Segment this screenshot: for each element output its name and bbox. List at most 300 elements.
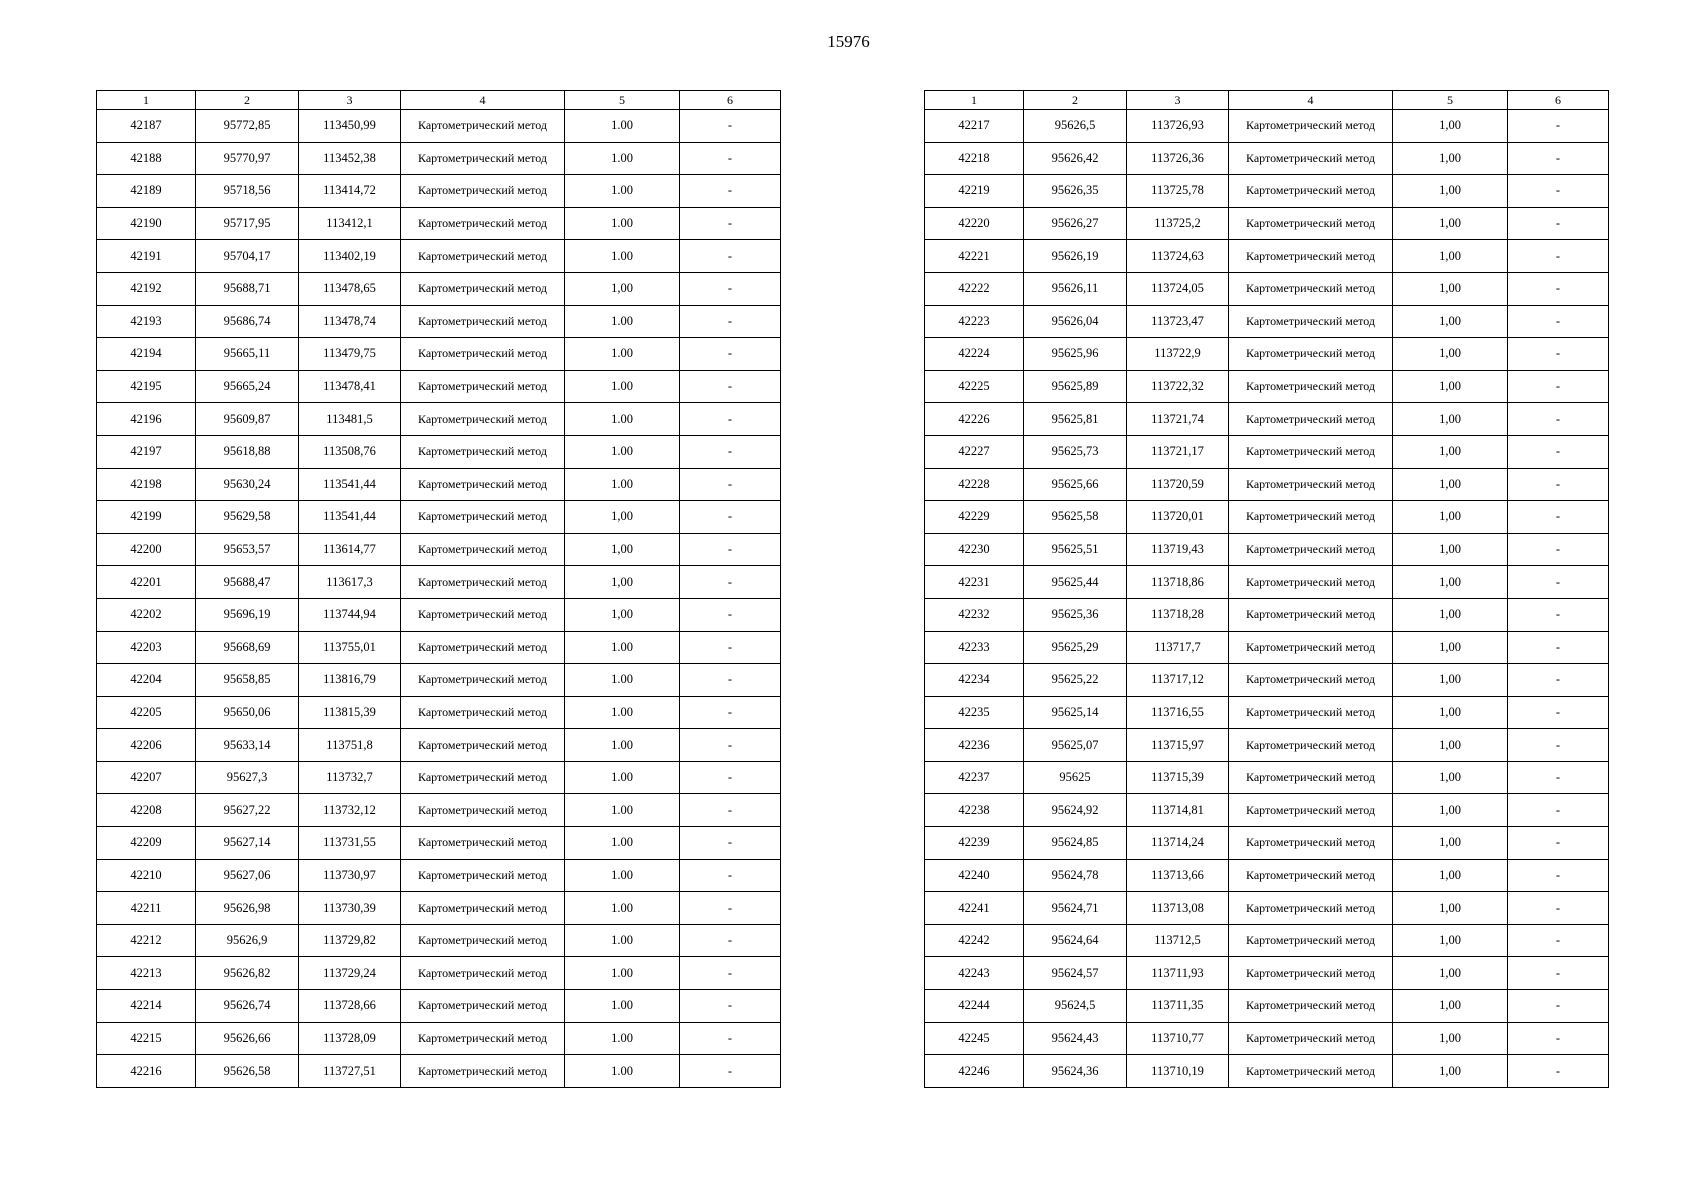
- method-cell: Картометрический метод: [401, 566, 565, 599]
- y-coordinate-cell: 113730,97: [299, 859, 401, 892]
- x-coordinate-cell: 95624,5: [1024, 990, 1127, 1023]
- method-cell: Картометрический метод: [1229, 598, 1393, 631]
- method-cell: Картометрический метод: [1229, 175, 1393, 208]
- x-coordinate-cell: 95609,87: [196, 403, 299, 436]
- x-coordinate-cell: 95625,22: [1024, 664, 1127, 697]
- method-cell: Картометрический метод: [401, 272, 565, 305]
- method-cell: Картометрический метод: [1229, 240, 1393, 273]
- y-coordinate-cell: 113724,05: [1127, 272, 1229, 305]
- point-number-cell: 42221: [925, 240, 1024, 273]
- y-coordinate-cell: 113724,63: [1127, 240, 1229, 273]
- table-row: [925, 598, 1609, 631]
- y-coordinate-cell: 113711,35: [1127, 990, 1229, 1023]
- y-coordinate-cell: 113450,99: [299, 110, 401, 143]
- y-coordinate-cell: 113720,59: [1127, 468, 1229, 501]
- table-row: [97, 924, 781, 957]
- description-cell: -: [1508, 370, 1609, 403]
- x-coordinate-cell: 95626,82: [196, 957, 299, 990]
- y-coordinate-cell: 113414,72: [299, 175, 401, 208]
- accuracy-cell: 1,00: [1393, 240, 1508, 273]
- accuracy-cell: 1,00: [1393, 990, 1508, 1023]
- table-header-row: [97, 91, 781, 110]
- accuracy-cell: 1.00: [565, 240, 680, 273]
- x-coordinate-cell: 95626,11: [1024, 272, 1127, 305]
- description-cell: -: [680, 305, 781, 338]
- x-coordinate-cell: 95630,24: [196, 468, 299, 501]
- x-coordinate-cell: 95625,36: [1024, 598, 1127, 631]
- description-cell: -: [1508, 631, 1609, 664]
- point-number-cell: 42240: [925, 859, 1024, 892]
- description-cell: -: [680, 435, 781, 468]
- column-header-4: 4: [1229, 91, 1393, 110]
- point-number-cell: 42198: [97, 468, 196, 501]
- y-coordinate-cell: 113816,79: [299, 664, 401, 697]
- table-row: [925, 924, 1609, 957]
- description-cell: -: [1508, 859, 1609, 892]
- description-cell: -: [1508, 827, 1609, 860]
- accuracy-cell: 1.00: [565, 305, 680, 338]
- x-coordinate-cell: 95718,56: [196, 175, 299, 208]
- table-row: [97, 501, 781, 534]
- table-row: [925, 1055, 1609, 1088]
- method-cell: Картометрический метод: [1229, 142, 1393, 175]
- point-number-cell: 42210: [97, 859, 196, 892]
- table-row: [97, 403, 781, 436]
- point-number-cell: 42201: [97, 566, 196, 599]
- point-number-cell: 42230: [925, 533, 1024, 566]
- table-row: [97, 175, 781, 208]
- point-number-cell: 42187: [97, 110, 196, 143]
- description-cell: -: [1508, 403, 1609, 436]
- table-row: [925, 338, 1609, 371]
- y-coordinate-cell: 113402,19: [299, 240, 401, 273]
- description-cell: -: [680, 957, 781, 990]
- method-cell: Картометрический метод: [1229, 631, 1393, 664]
- table-row: [97, 1022, 781, 1055]
- point-number-cell: 42217: [925, 110, 1024, 143]
- y-coordinate-cell: 113478,65: [299, 272, 401, 305]
- x-coordinate-cell: 95668,69: [196, 631, 299, 664]
- x-coordinate-cell: 95624,92: [1024, 794, 1127, 827]
- method-cell: Картометрический метод: [401, 240, 565, 273]
- y-coordinate-cell: 113721,17: [1127, 435, 1229, 468]
- description-cell: -: [1508, 305, 1609, 338]
- x-coordinate-cell: 95650,06: [196, 696, 299, 729]
- method-cell: Картометрический метод: [401, 305, 565, 338]
- accuracy-cell: 1.00: [565, 664, 680, 697]
- description-cell: -: [680, 468, 781, 501]
- method-cell: Картометрический метод: [401, 664, 565, 697]
- table-row: [925, 435, 1609, 468]
- method-cell: Картометрический метод: [1229, 664, 1393, 697]
- y-coordinate-cell: 113716,55: [1127, 696, 1229, 729]
- x-coordinate-cell: 95625,73: [1024, 435, 1127, 468]
- x-coordinate-cell: 95626,04: [1024, 305, 1127, 338]
- description-cell: -: [680, 859, 781, 892]
- accuracy-cell: 1.00: [565, 957, 680, 990]
- y-coordinate-cell: 113726,36: [1127, 142, 1229, 175]
- y-coordinate-cell: 113755,01: [299, 631, 401, 664]
- description-cell: -: [680, 272, 781, 305]
- column-header-2: 2: [196, 91, 299, 110]
- method-cell: Картометрический метод: [1229, 110, 1393, 143]
- point-number-cell: 42228: [925, 468, 1024, 501]
- x-coordinate-cell: 95626,35: [1024, 175, 1127, 208]
- table-row: [925, 566, 1609, 599]
- y-coordinate-cell: 113478,41: [299, 370, 401, 403]
- x-coordinate-cell: 95626,74: [196, 990, 299, 1023]
- accuracy-cell: 1,00: [1393, 338, 1508, 371]
- method-cell: Картометрический метод: [1229, 501, 1393, 534]
- method-cell: Картометрический метод: [1229, 272, 1393, 305]
- point-number-cell: 42193: [97, 305, 196, 338]
- y-coordinate-cell: 113710,19: [1127, 1055, 1229, 1088]
- y-coordinate-cell: 113729,24: [299, 957, 401, 990]
- x-coordinate-cell: 95624,71: [1024, 892, 1127, 925]
- table-row: [97, 827, 781, 860]
- table-row: [97, 892, 781, 925]
- method-cell: Картометрический метод: [401, 990, 565, 1023]
- description-cell: -: [1508, 664, 1609, 697]
- description-cell: -: [680, 892, 781, 925]
- x-coordinate-cell: 95770,97: [196, 142, 299, 175]
- x-coordinate-cell: 95625,81: [1024, 403, 1127, 436]
- method-cell: Картометрический метод: [1229, 1022, 1393, 1055]
- point-number-cell: 42223: [925, 305, 1024, 338]
- accuracy-cell: 1.00: [565, 338, 680, 371]
- y-coordinate-cell: 113717,7: [1127, 631, 1229, 664]
- point-number-cell: 42220: [925, 207, 1024, 240]
- point-number-cell: 42229: [925, 501, 1024, 534]
- table-row: [97, 794, 781, 827]
- accuracy-cell: 1,00: [1393, 631, 1508, 664]
- description-cell: -: [680, 533, 781, 566]
- x-coordinate-cell: 95627,14: [196, 827, 299, 860]
- accuracy-cell: 1,00: [1393, 501, 1508, 534]
- table-row: [925, 110, 1609, 143]
- x-coordinate-cell: 95658,85: [196, 664, 299, 697]
- accuracy-cell: 1,00: [1393, 957, 1508, 990]
- y-coordinate-cell: 113479,75: [299, 338, 401, 371]
- method-cell: Картометрический метод: [401, 957, 565, 990]
- description-cell: -: [1508, 598, 1609, 631]
- x-coordinate-cell: 95665,24: [196, 370, 299, 403]
- y-coordinate-cell: 113614,77: [299, 533, 401, 566]
- accuracy-cell: 1,00: [1393, 598, 1508, 631]
- accuracy-cell: 1.00: [565, 892, 680, 925]
- column-header-4: 4: [401, 91, 565, 110]
- method-cell: Картометрический метод: [401, 533, 565, 566]
- method-cell: Картометрический метод: [1229, 859, 1393, 892]
- y-coordinate-cell: 113718,28: [1127, 598, 1229, 631]
- method-cell: Картометрический метод: [401, 110, 565, 143]
- table-row: [925, 142, 1609, 175]
- accuracy-cell: 1.00: [565, 859, 680, 892]
- description-cell: -: [680, 924, 781, 957]
- x-coordinate-cell: 95626,66: [196, 1022, 299, 1055]
- point-number-cell: 42238: [925, 794, 1024, 827]
- table-row: [925, 240, 1609, 273]
- method-cell: Картометрический метод: [401, 175, 565, 208]
- table-row: [97, 240, 781, 273]
- x-coordinate-cell: 95627,06: [196, 859, 299, 892]
- method-cell: Картометрический метод: [1229, 892, 1393, 925]
- table-row: [925, 403, 1609, 436]
- table-row: [97, 110, 781, 143]
- point-number-cell: 42216: [97, 1055, 196, 1088]
- description-cell: -: [680, 175, 781, 208]
- x-coordinate-cell: 95627,3: [196, 761, 299, 794]
- point-number-cell: 42196: [97, 403, 196, 436]
- table-row: [97, 533, 781, 566]
- accuracy-cell: 1.00: [565, 1022, 680, 1055]
- description-cell: -: [680, 240, 781, 273]
- accuracy-cell: 1.00: [565, 142, 680, 175]
- method-cell: Картометрический метод: [1229, 794, 1393, 827]
- y-coordinate-cell: 113719,43: [1127, 533, 1229, 566]
- accuracy-cell: 1.00: [565, 631, 680, 664]
- y-coordinate-cell: 113744,94: [299, 598, 401, 631]
- accuracy-cell: 1.00: [565, 1055, 680, 1088]
- table-row: [925, 305, 1609, 338]
- method-cell: Картометрический метод: [401, 696, 565, 729]
- accuracy-cell: 1,00: [1393, 110, 1508, 143]
- method-cell: Картометрический метод: [1229, 370, 1393, 403]
- table-row: [97, 761, 781, 794]
- y-coordinate-cell: 113478,74: [299, 305, 401, 338]
- method-cell: Картометрический метод: [401, 859, 565, 892]
- table-header-row: [925, 91, 1609, 110]
- y-coordinate-cell: 113617,3: [299, 566, 401, 599]
- description-cell: -: [1508, 761, 1609, 794]
- column-header-5: 5: [1393, 91, 1508, 110]
- table-row: [925, 729, 1609, 762]
- point-number-cell: 42236: [925, 729, 1024, 762]
- method-cell: Картометрический метод: [401, 892, 565, 925]
- description-cell: -: [1508, 696, 1609, 729]
- y-coordinate-cell: 113725,78: [1127, 175, 1229, 208]
- y-coordinate-cell: 113715,97: [1127, 729, 1229, 762]
- accuracy-cell: 1,00: [1393, 435, 1508, 468]
- point-number-cell: 42199: [97, 501, 196, 534]
- method-cell: Картометрический метод: [1229, 990, 1393, 1023]
- method-cell: Картометрический метод: [401, 142, 565, 175]
- x-coordinate-cell: 95625,44: [1024, 566, 1127, 599]
- table-row: [925, 664, 1609, 697]
- y-coordinate-cell: 113715,39: [1127, 761, 1229, 794]
- description-cell: -: [680, 501, 781, 534]
- point-number-cell: 42204: [97, 664, 196, 697]
- point-number-cell: 42219: [925, 175, 1024, 208]
- description-cell: -: [680, 370, 781, 403]
- y-coordinate-cell: 113452,38: [299, 142, 401, 175]
- method-cell: Картометрический метод: [401, 827, 565, 860]
- point-number-cell: 42200: [97, 533, 196, 566]
- y-coordinate-cell: 113729,82: [299, 924, 401, 957]
- accuracy-cell: 1,00: [1393, 370, 1508, 403]
- table-row: [97, 990, 781, 1023]
- accuracy-cell: 1,00: [1393, 729, 1508, 762]
- column-header-6: 6: [1508, 91, 1609, 110]
- point-number-cell: 42218: [925, 142, 1024, 175]
- table-row: [925, 533, 1609, 566]
- coordinates-table-right: [924, 90, 1609, 1088]
- table-row: [97, 566, 781, 599]
- method-cell: Картометрический метод: [1229, 729, 1393, 762]
- accuracy-cell: 1.00: [565, 403, 680, 436]
- point-number-cell: 42213: [97, 957, 196, 990]
- accuracy-cell: 1.00: [565, 990, 680, 1023]
- method-cell: Картометрический метод: [401, 729, 565, 762]
- accuracy-cell: 1,00: [1393, 827, 1508, 860]
- accuracy-cell: 1.00: [565, 924, 680, 957]
- x-coordinate-cell: 95625,58: [1024, 501, 1127, 534]
- x-coordinate-cell: 95633,14: [196, 729, 299, 762]
- description-cell: -: [680, 1055, 781, 1088]
- method-cell: Картометрический метод: [401, 338, 565, 371]
- method-cell: Картометрический метод: [1229, 924, 1393, 957]
- x-coordinate-cell: 95626,27: [1024, 207, 1127, 240]
- method-cell: Картометрический метод: [401, 1055, 565, 1088]
- y-coordinate-cell: 113714,24: [1127, 827, 1229, 860]
- point-number-cell: 42215: [97, 1022, 196, 1055]
- point-number-cell: 42246: [925, 1055, 1024, 1088]
- table-row: [97, 338, 781, 371]
- description-cell: -: [1508, 990, 1609, 1023]
- accuracy-cell: 1,00: [565, 566, 680, 599]
- point-number-cell: 42233: [925, 631, 1024, 664]
- table-row: [97, 729, 781, 762]
- accuracy-cell: 1.00: [565, 435, 680, 468]
- table-row: [97, 142, 781, 175]
- accuracy-cell: 1,00: [1393, 1055, 1508, 1088]
- method-cell: Картометрический метод: [1229, 1055, 1393, 1088]
- method-cell: Картометрический метод: [401, 403, 565, 436]
- point-number-cell: 42195: [97, 370, 196, 403]
- description-cell: -: [680, 110, 781, 143]
- description-cell: -: [680, 566, 781, 599]
- y-coordinate-cell: 113712,5: [1127, 924, 1229, 957]
- description-cell: -: [1508, 794, 1609, 827]
- point-number-cell: 42224: [925, 338, 1024, 371]
- x-coordinate-cell: 95625,66: [1024, 468, 1127, 501]
- point-number-cell: 42241: [925, 892, 1024, 925]
- x-coordinate-cell: 95717,95: [196, 207, 299, 240]
- method-cell: Картометрический метод: [401, 207, 565, 240]
- description-cell: -: [1508, 566, 1609, 599]
- table-row: [97, 664, 781, 697]
- description-cell: -: [1508, 957, 1609, 990]
- table-row: [925, 892, 1609, 925]
- point-number-cell: 42214: [97, 990, 196, 1023]
- y-coordinate-cell: 113481,5: [299, 403, 401, 436]
- description-cell: -: [1508, 240, 1609, 273]
- table-row: [925, 1022, 1609, 1055]
- point-number-cell: 42225: [925, 370, 1024, 403]
- point-number-cell: 42227: [925, 435, 1024, 468]
- description-cell: -: [680, 207, 781, 240]
- point-number-cell: 42234: [925, 664, 1024, 697]
- x-coordinate-cell: 95625,07: [1024, 729, 1127, 762]
- point-number-cell: 42239: [925, 827, 1024, 860]
- accuracy-cell: 1,00: [1393, 1022, 1508, 1055]
- y-coordinate-cell: 113727,51: [299, 1055, 401, 1088]
- accuracy-cell: 1,00: [1393, 794, 1508, 827]
- x-coordinate-cell: 95624,78: [1024, 859, 1127, 892]
- x-coordinate-cell: 95704,17: [196, 240, 299, 273]
- description-cell: -: [680, 338, 781, 371]
- x-coordinate-cell: 95626,58: [196, 1055, 299, 1088]
- method-cell: Картометрический метод: [1229, 435, 1393, 468]
- description-cell: -: [1508, 175, 1609, 208]
- method-cell: Картометрический метод: [1229, 566, 1393, 599]
- point-number-cell: 42205: [97, 696, 196, 729]
- y-coordinate-cell: 113728,66: [299, 990, 401, 1023]
- accuracy-cell: 1,00: [565, 533, 680, 566]
- accuracy-cell: 1,00: [1393, 892, 1508, 925]
- y-coordinate-cell: 113732,12: [299, 794, 401, 827]
- point-number-cell: 42245: [925, 1022, 1024, 1055]
- accuracy-cell: 1.00: [565, 468, 680, 501]
- accuracy-cell: 1,00: [1393, 566, 1508, 599]
- point-number-cell: 42226: [925, 403, 1024, 436]
- table-row: [925, 175, 1609, 208]
- table-row: [925, 859, 1609, 892]
- x-coordinate-cell: 95629,58: [196, 501, 299, 534]
- x-coordinate-cell: 95625,29: [1024, 631, 1127, 664]
- point-number-cell: 42191: [97, 240, 196, 273]
- table-row: [97, 696, 781, 729]
- accuracy-cell: 1,00: [1393, 859, 1508, 892]
- description-cell: -: [1508, 110, 1609, 143]
- accuracy-cell: 1,00: [1393, 533, 1508, 566]
- method-cell: Картометрический метод: [1229, 957, 1393, 990]
- method-cell: Картометрический метод: [1229, 207, 1393, 240]
- x-coordinate-cell: 95696,19: [196, 598, 299, 631]
- accuracy-cell: 1,00: [1393, 761, 1508, 794]
- y-coordinate-cell: 113730,39: [299, 892, 401, 925]
- column-header-5: 5: [565, 91, 680, 110]
- accuracy-cell: 1.00: [565, 696, 680, 729]
- table-row: [97, 1055, 781, 1088]
- table-row: [925, 957, 1609, 990]
- description-cell: -: [1508, 501, 1609, 534]
- description-cell: -: [680, 794, 781, 827]
- accuracy-cell: 1.00: [565, 207, 680, 240]
- point-number-cell: 42244: [925, 990, 1024, 1023]
- column-header-1: 1: [97, 91, 196, 110]
- description-cell: -: [1508, 1055, 1609, 1088]
- description-cell: -: [680, 761, 781, 794]
- description-cell: -: [680, 403, 781, 436]
- method-cell: Картометрический метод: [401, 761, 565, 794]
- x-coordinate-cell: 95688,47: [196, 566, 299, 599]
- y-coordinate-cell: 113508,76: [299, 435, 401, 468]
- x-coordinate-cell: 95626,19: [1024, 240, 1127, 273]
- description-cell: -: [1508, 435, 1609, 468]
- x-coordinate-cell: 95626,9: [196, 924, 299, 957]
- method-cell: Картометрический метод: [1229, 338, 1393, 371]
- x-coordinate-cell: 95653,57: [196, 533, 299, 566]
- accuracy-cell: 1,00: [1393, 664, 1508, 697]
- table-row: [925, 207, 1609, 240]
- y-coordinate-cell: 113710,77: [1127, 1022, 1229, 1055]
- y-coordinate-cell: 113728,09: [299, 1022, 401, 1055]
- point-number-cell: 42194: [97, 338, 196, 371]
- accuracy-cell: 1,00: [1393, 142, 1508, 175]
- accuracy-cell: 1.00: [565, 370, 680, 403]
- y-coordinate-cell: 113722,9: [1127, 338, 1229, 371]
